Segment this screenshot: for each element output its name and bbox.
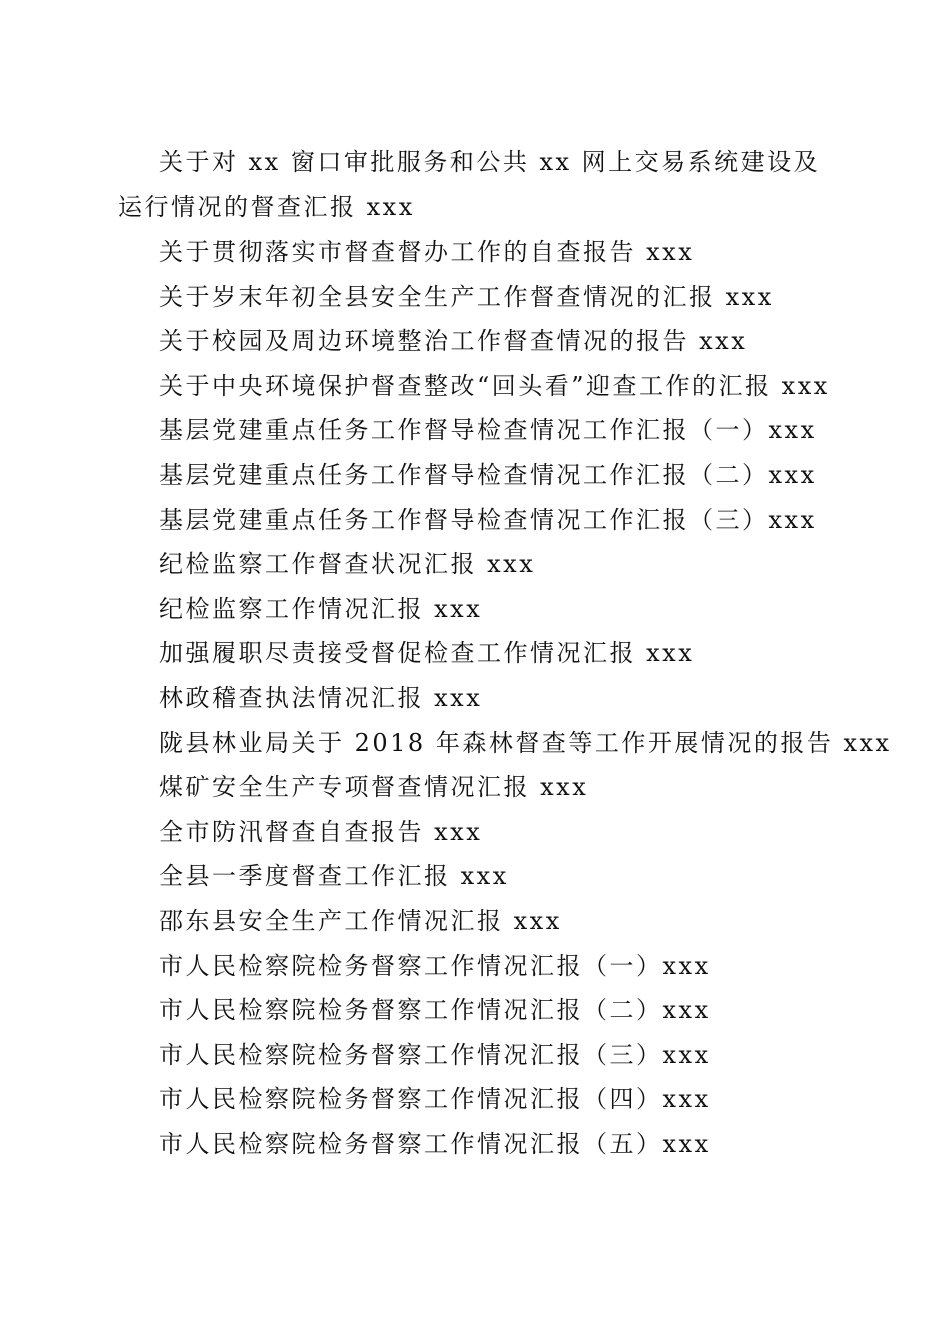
list-item: 关于对 xx 窗口审批服务和公共 xx 网上交易系统建设及运行情况的督查汇报 xxx: [118, 148, 821, 221]
list-item: 基层党建重点任务工作督导检查情况工作汇报（一）xxx: [159, 416, 817, 445]
list-item: 市人民检察院检务督察工作情况汇报（二）xxx: [159, 996, 711, 1025]
report-title-list: [118, 140, 892, 1166]
list-item: 全县一季度督查工作汇报 xxx: [159, 862, 509, 891]
list-item: 全市防汛督查自查报告 xxx: [159, 817, 483, 846]
list-item: 陇县林业局关于 2018 年森林督查等工作开展情况的报告 xxx: [159, 728, 892, 757]
list-item: 市人民检察院检务督察工作情况汇报（五）xxx: [159, 1129, 711, 1158]
list-item: 市人民检察院检务督察工作情况汇报（四）xxx: [159, 1085, 711, 1114]
list-item: 关于中央环境保护督查整改“回头看”迎查工作的汇报 xxx: [159, 371, 830, 400]
list-item: 邵东县安全生产工作情况汇报 xxx: [159, 906, 562, 935]
list-item: 纪检监察工作情况汇报 xxx: [159, 594, 483, 623]
list-item: 关于岁末年初全县安全生产工作督查情况的汇报 xxx: [159, 282, 774, 311]
list-item: 关于贯彻落实市督查督办工作的自查报告 xxx: [159, 238, 695, 266]
list-item: 基层党建重点任务工作督导检查情况工作汇报（二）xxx: [159, 460, 817, 489]
list-item: 纪检监察工作督查状况汇报 xxx: [159, 550, 536, 579]
list-item: 关于校园及周边环境整治工作督查情况的报告 xxx: [159, 327, 748, 356]
list-item: 林政稽查执法情况汇报 xxx: [159, 683, 483, 712]
list-item: 市人民检察院检务督察工作情况汇报（三）xxx: [159, 1040, 711, 1069]
list-item: 加强履职尽责接受督促检查工作情况汇报 xxx: [159, 639, 695, 668]
list-item: 市人民检察院检务督察工作情况汇报（一）xxx: [159, 951, 711, 980]
list-item: 基层党建重点任务工作督导检查情况工作汇报（三）xxx: [159, 505, 817, 534]
list-item: 煤矿安全生产专项督查情况汇报 xxx: [159, 773, 589, 802]
